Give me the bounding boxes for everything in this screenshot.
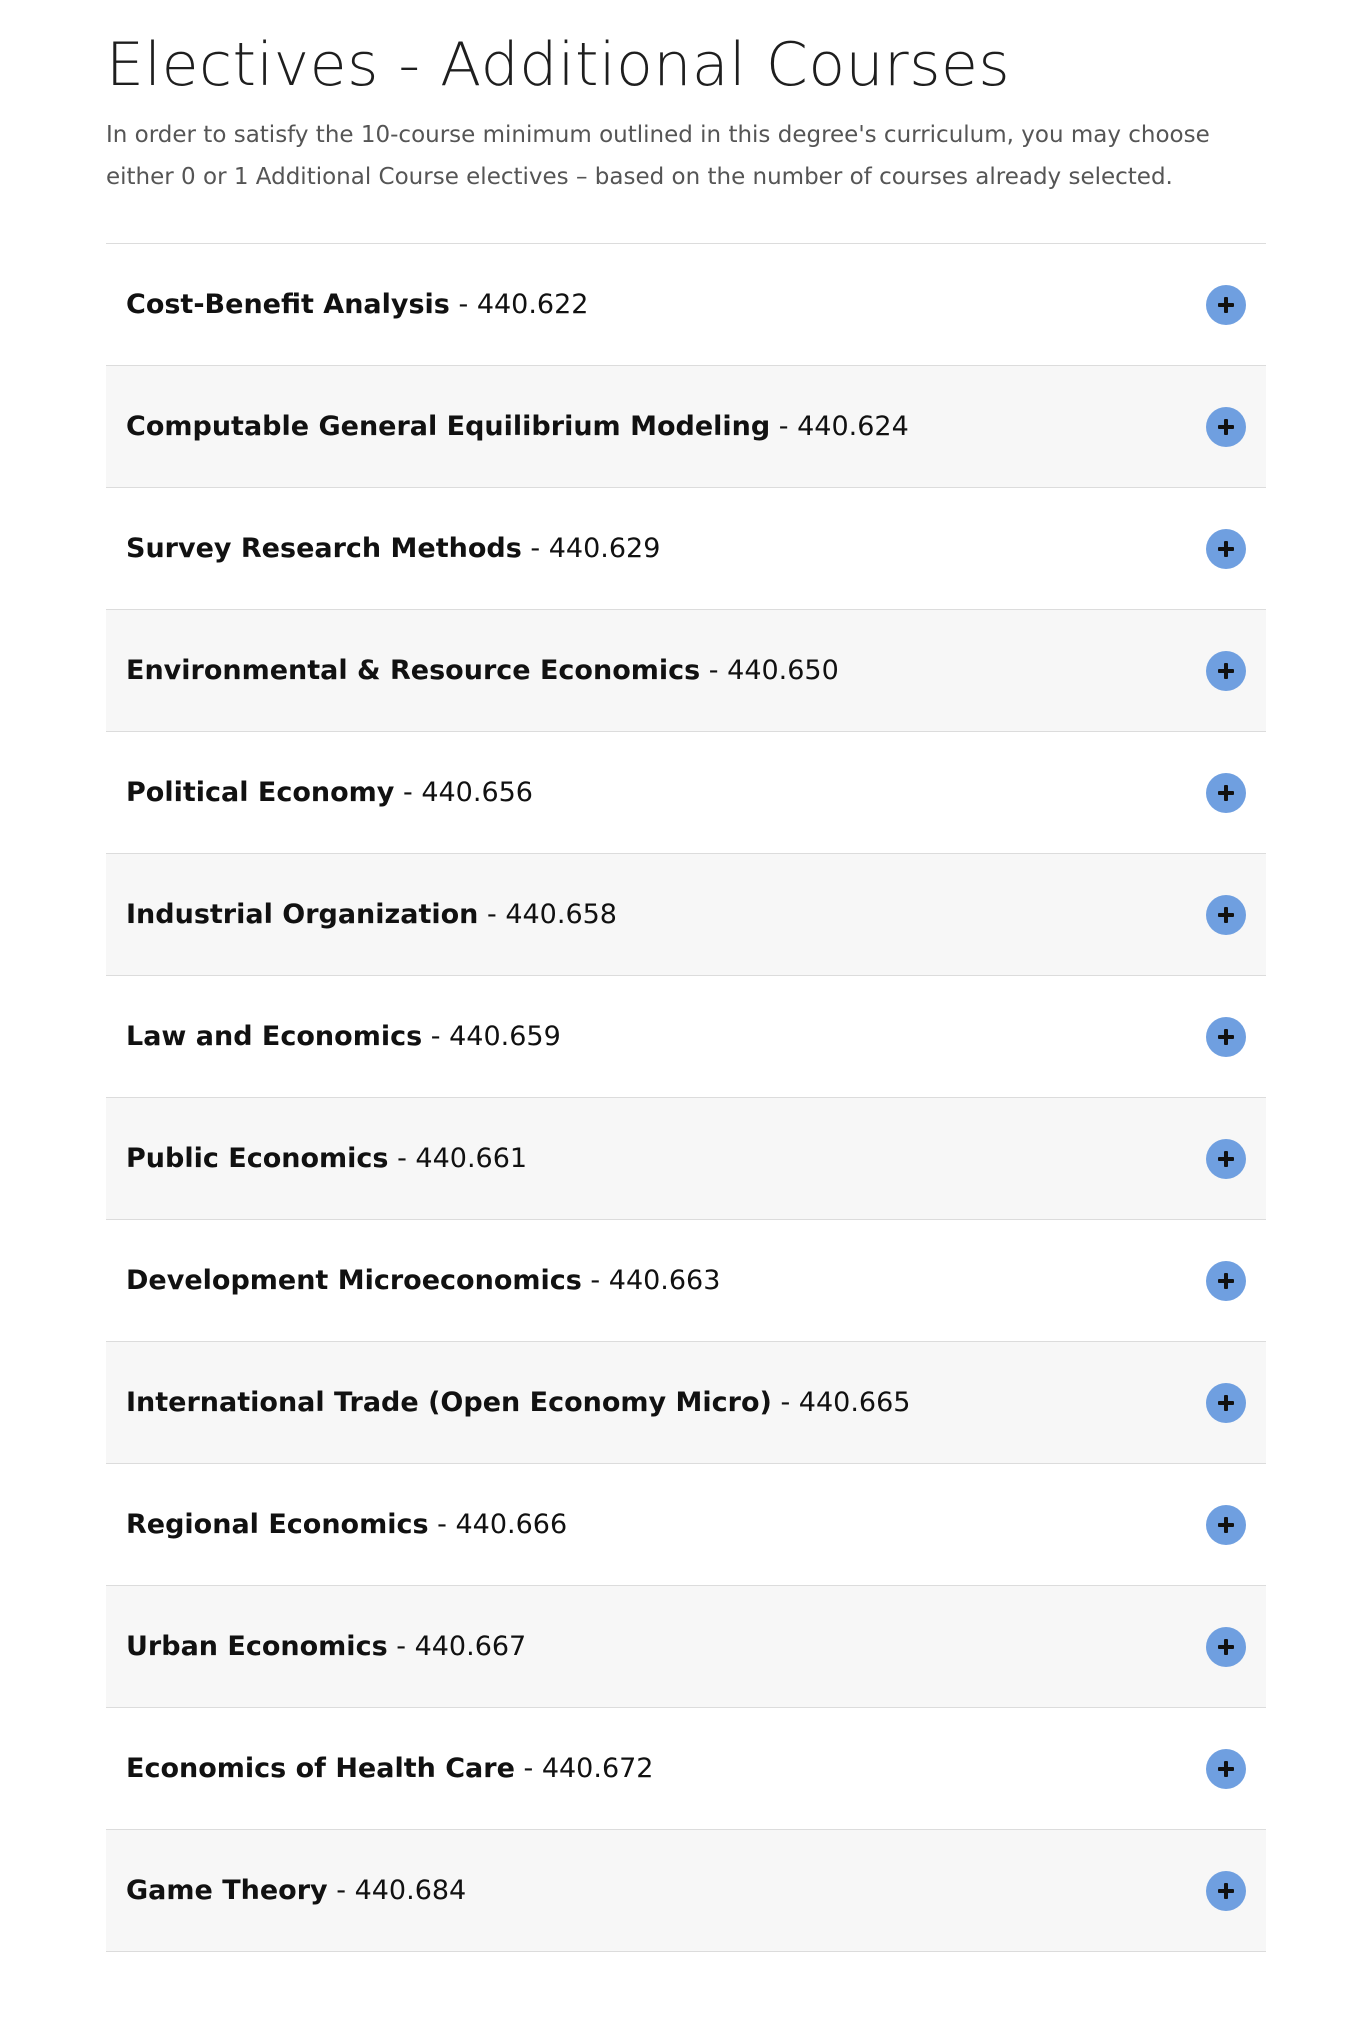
- course-separator: -: [387, 1631, 415, 1662]
- course-item[interactable]: [106, 1586, 1266, 1708]
- course-name: Regional Economics: [126, 1509, 429, 1540]
- course-name: Public Economics: [126, 1143, 389, 1174]
- course-separator: -: [428, 1509, 456, 1540]
- plus-circle-icon[interactable]: [1206, 1871, 1246, 1911]
- course-label: [126, 777, 533, 808]
- course-separator: -: [478, 899, 506, 930]
- electives-section: [106, 0, 1266, 1906]
- course-code: 440.659: [449, 1021, 561, 1052]
- course-code: 440.684: [354, 1875, 467, 1906]
- plus-circle-icon[interactable]: [1206, 651, 1246, 691]
- plus-circle-icon[interactable]: [1206, 529, 1246, 569]
- course-item[interactable]: [106, 244, 1266, 366]
- plus-circle-icon[interactable]: [1206, 773, 1246, 813]
- course-item[interactable]: [106, 1220, 1266, 1342]
- course-code: 440.672: [541, 1753, 654, 1784]
- course-code: 440.665: [798, 1387, 911, 1418]
- course-code: 440.629: [548, 533, 661, 564]
- course-name: Cost-Benefit Analysis: [126, 289, 450, 320]
- course-code: 440.666: [455, 1509, 568, 1540]
- course-label: [126, 411, 909, 442]
- page-title: Electives - Additional Courses: [106, 30, 1011, 100]
- course-item[interactable]: [106, 1830, 1266, 1952]
- course-label: [126, 289, 588, 320]
- plus-circle-icon[interactable]: [1206, 1383, 1246, 1423]
- course-item[interactable]: [106, 732, 1266, 854]
- course-code: 440.656: [421, 777, 533, 808]
- course-code: 440.624: [797, 411, 909, 442]
- course-label: [126, 899, 617, 930]
- course-separator: -: [327, 1875, 355, 1906]
- course-separator: -: [388, 1143, 416, 1174]
- plus-circle-icon[interactable]: [1206, 1749, 1246, 1789]
- course-separator: -: [514, 1753, 542, 1784]
- course-name: Industrial Organization: [126, 899, 479, 930]
- course-separator: -: [422, 1021, 450, 1052]
- course-code: 440.622: [476, 289, 589, 320]
- course-code: 440.658: [505, 899, 617, 930]
- course-code: 440.650: [727, 655, 839, 686]
- course-label: [126, 1509, 567, 1540]
- course-separator: -: [449, 289, 477, 320]
- course-item[interactable]: [106, 366, 1266, 488]
- course-separator: -: [700, 655, 728, 686]
- course-label: [126, 1631, 526, 1662]
- intro-text: In order to satisfy the 10-course minimum outlined in this degree's curriculum, you may choose either 0 or 1 Additional Course electives – based on the number of courses already selected.: [106, 122, 1210, 190]
- course-separator: -: [581, 1265, 609, 1296]
- course-code: 440.667: [414, 1631, 527, 1662]
- course-label: [126, 1143, 527, 1174]
- course-label: [126, 655, 839, 686]
- course-item[interactable]: [106, 1464, 1266, 1586]
- course-name: Development Microeconomics: [126, 1265, 582, 1296]
- course-name: Game Theory: [126, 1875, 328, 1906]
- course-label: [126, 1387, 910, 1418]
- course-item[interactable]: [106, 610, 1266, 732]
- course-name: Political Economy: [126, 777, 395, 808]
- course-item[interactable]: [106, 488, 1266, 610]
- course-accordion: [106, 243, 1266, 1952]
- course-name: International Trade (Open Economy Micro): [126, 1387, 772, 1418]
- course-separator: -: [770, 411, 798, 442]
- course-item[interactable]: [106, 1098, 1266, 1220]
- course-label: [126, 1265, 720, 1296]
- course-separator: -: [771, 1387, 799, 1418]
- course-name: Law and Economics: [126, 1021, 423, 1052]
- plus-circle-icon[interactable]: [1206, 1627, 1246, 1667]
- course-name: Economics of Health Care: [126, 1753, 515, 1784]
- course-code: 440.663: [608, 1265, 721, 1296]
- plus-circle-icon[interactable]: [1206, 407, 1246, 447]
- course-name: Urban Economics: [126, 1631, 388, 1662]
- course-label: [126, 533, 660, 564]
- course-name: Computable General Equilibrium Modeling: [126, 411, 771, 442]
- course-label: [126, 1753, 653, 1784]
- course-name: Survey Research Methods: [126, 533, 522, 564]
- plus-circle-icon[interactable]: [1206, 1017, 1246, 1057]
- plus-circle-icon[interactable]: [1206, 895, 1246, 935]
- course-item[interactable]: [106, 854, 1266, 976]
- course-label: [126, 1875, 466, 1906]
- course-separator: -: [394, 777, 422, 808]
- plus-circle-icon[interactable]: [1206, 1139, 1246, 1179]
- plus-circle-icon[interactable]: [1206, 1505, 1246, 1545]
- course-item[interactable]: [106, 1342, 1266, 1464]
- course-separator: -: [521, 533, 549, 564]
- plus-circle-icon[interactable]: [1206, 1261, 1246, 1301]
- course-code: 440.661: [415, 1143, 528, 1174]
- course-name: Environmental & Resource Economics: [126, 655, 701, 686]
- course-item[interactable]: [106, 1708, 1266, 1830]
- course-item[interactable]: [106, 976, 1266, 1098]
- plus-circle-icon[interactable]: [1206, 285, 1246, 325]
- course-label: [126, 1021, 561, 1052]
